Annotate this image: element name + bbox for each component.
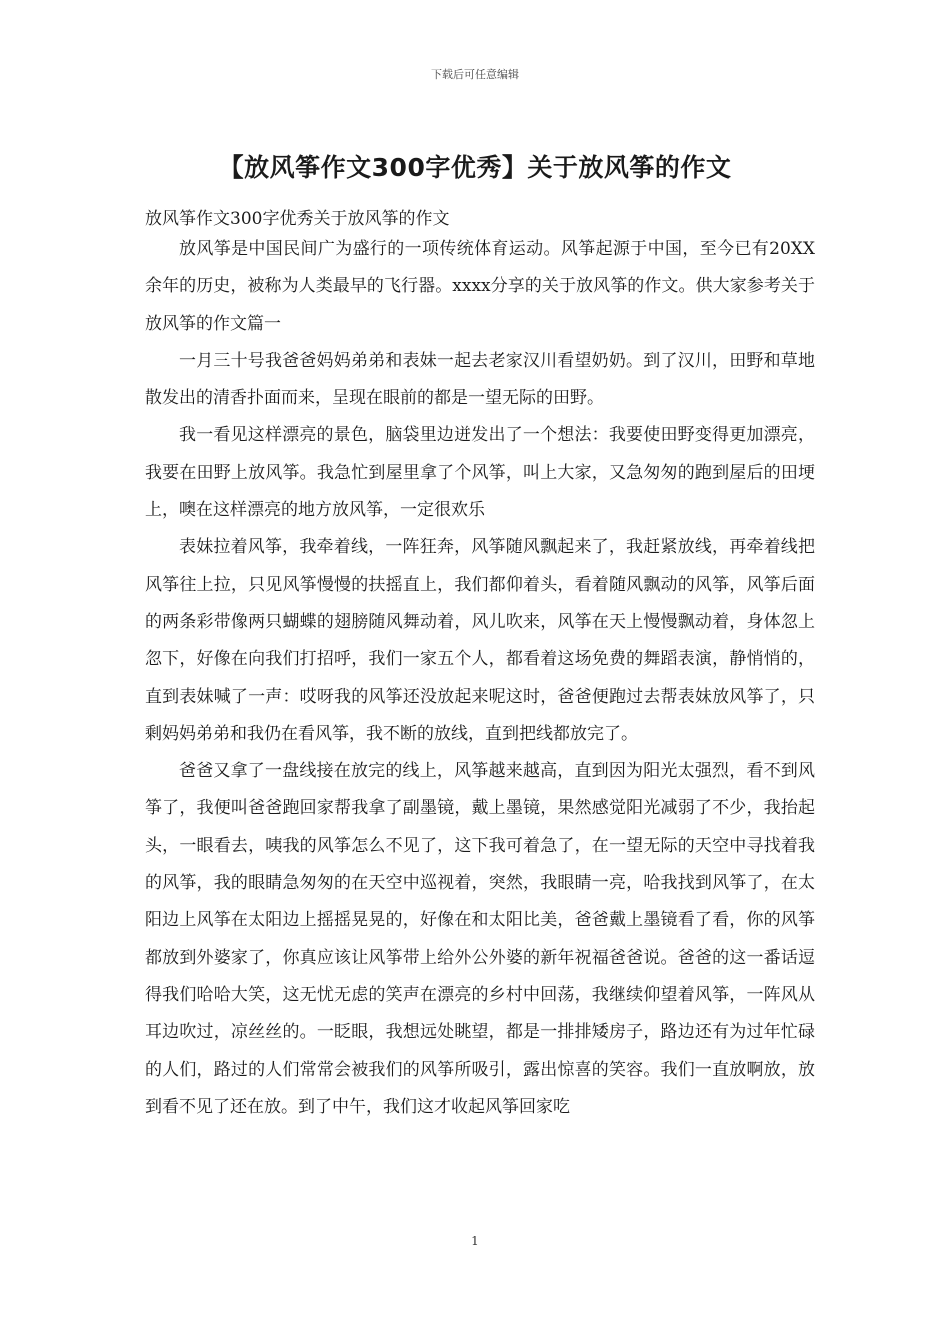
paragraph: 一月三十号我爸爸妈妈弟弟和表妹一起去老家汉川看望奶奶。到了汉川，田野和草地散发出的清香扑面而来，呈现在眼前的都是一望无际的田野。 bbox=[145, 350, 815, 409]
paragraph: 我一看见这样漂亮的景色，脑袋里边迸发出了一个想法：我要使田野变得更加漂亮，我要在田野上放风筝。我急忙到屋里拿了个风筝，叫上大家，又急匆匆的跑到屋后的田埂上，噢在这样漂亮的地方放风筝，一定很欢乐 bbox=[145, 425, 815, 521]
page-number: 1 bbox=[471, 1234, 479, 1248]
document-subtitle: 放风筝作文300字优秀关于放风筝的作文 bbox=[145, 209, 450, 229]
document-body bbox=[145, 231, 815, 1126]
document-title: 【放风筝作文300字优秀】关于放风筝的作文 bbox=[218, 153, 732, 182]
paragraph: 爸爸又拿了一盘线接在放完的线上，风筝越来越高，直到因为阳光太强烈，看不到风筝了，我便叫爸爸跑回家帮我拿了副墨镜，戴上墨镜，果然感觉阳光减弱了不少，我抬起头，一眼看去，咦我的风筝怎么不见了，这下我可着急了，在一望无际的天空中寻找着我的风筝，我的眼睛急匆匆的在天空中巡视着，突然，我眼睛一亮，哈我找到风筝了，在太阳边上风筝在太阳边上摇摇晃晃的，好像在和太阳比美，爸爸戴上墨镜看了看，你的风筝都放到外婆家了，你真应该让风筝带上给外公外婆的新年祝福爸爸说。爸爸的这一番话逗得我们哈哈大笑，这无忧无虑的笑声在漂亮的乡村中回荡，我继续仰望着风筝，一阵风从耳边吹过，凉丝丝的。一眨眼，我想远处眺望，都是一排排矮房子，路边还有为过年忙碌的人们，路过的人们常常会被我们的风筝所吸引，露出惊喜的笑容。我们一直放啊放，放到看不见了还在放。到了中午，我们这才收起风筝回家吃 bbox=[145, 761, 815, 1117]
page-header-note: 下载后可任意编辑 bbox=[431, 68, 519, 81]
paragraph: 放风筝是中国民间广为盛行的一项传统体育运动。风筝起源于中国，至今已有20XX余年的历史，被称为人类最早的飞行器。xxxx分享的关于放风筝的作文。供大家参考关于放风筝的作文篇一 bbox=[145, 239, 815, 334]
paragraph: 表妹拉着风筝，我牵着线，一阵狂奔，风筝随风飘起来了，我赶紧放线，再牵着线把风筝往上拉，只见风筝慢慢的扶摇直上，我们都仰着头，看着随风飘动的风筝，风筝后面的两条彩带像两只蝴蝶的翅膀随风舞动着，风儿吹来，风筝在天上慢慢飘动着，身体忽上忽下，好像在向我们打招呼，我们一家五个人，都看着这场免费的舞蹈表演，静悄悄的，直到表妹喊了一声：哎呀我的风筝还没放起来呢这时，爸爸便跑过去帮表妹放风筝了，只剩妈妈弟弟和我仍在看风筝，我不断的放线，直到把线都放完了。 bbox=[145, 537, 815, 744]
